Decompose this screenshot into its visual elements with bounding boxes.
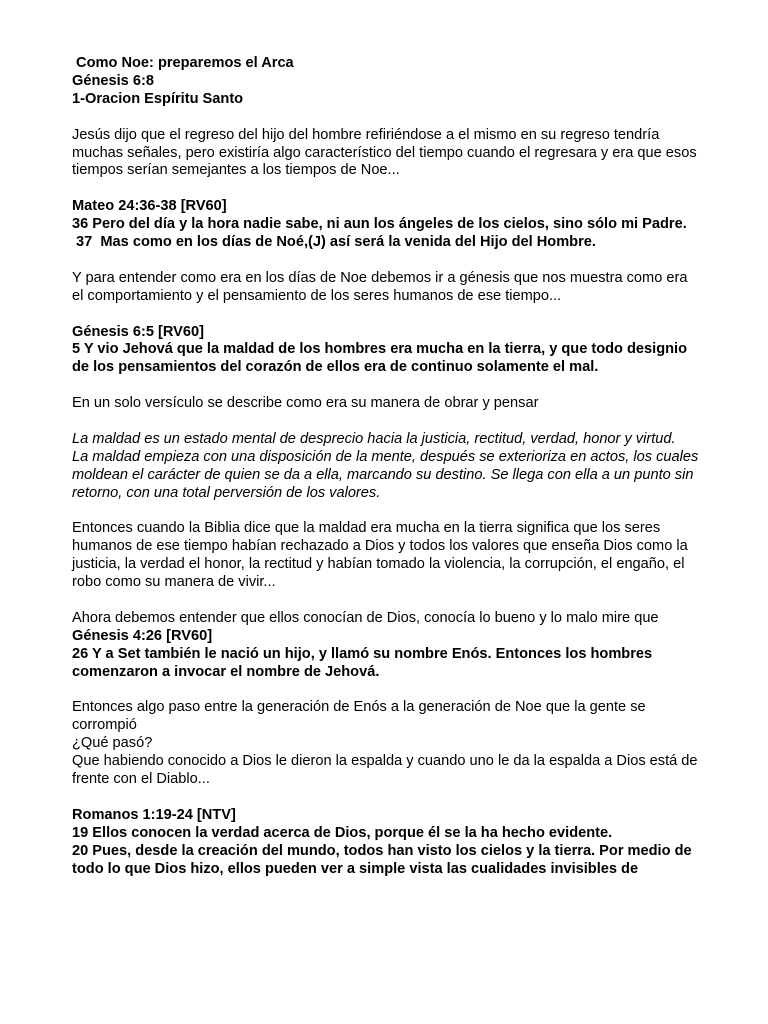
verse: 36 Pero del día y la hora nadie sabe, ni aun los ángeles de los cielos, sino sólo mi Padre. (72, 216, 687, 233)
spacer (72, 503, 700, 521)
spacer (72, 682, 700, 700)
spacer (72, 413, 700, 431)
document-title: Como Noe: preparemos el Arca (72, 55, 294, 71)
verse: 37 Mas como en los días de Noé,(J) así será la venida del Hijo del Hombre. (72, 234, 596, 251)
spacer (72, 252, 700, 270)
paragraph: Jesús dijo que el regreso del hijo del hombre refiriéndose a el mismo en su regreso tendría muchas señales, pero existiría algo característico del tiempo cuando el regresara y era que esos tiempos serían semejantes a los tiempos de Noe... (72, 126, 697, 179)
paragraph: En un solo versículo se describe como era su manera de obrar y pensar (72, 395, 539, 412)
paragraph: Y para entender como era en los días de Noe debemos ir a génesis que nos muestra como era el comportamiento y el pensamiento de los seres humanos de ese tiempo... (72, 269, 688, 304)
verse: 20 Pues, desde la creación del mundo, todos han visto los cielos y la tierra. Por medio de todo lo que Dios hizo, ellos pueden ver a simple vista las cualidades invisibles de (72, 842, 692, 877)
document-page (72, 55, 700, 879)
paragraph: ¿Qué pasó? (72, 735, 153, 752)
verse: 5 Y vio Jehová que la maldad de los hombres era mucha en la tierra, y que todo designio de los pensamientos del corazón de ellos era de continuo solamente el mal. (72, 341, 688, 376)
paragraph: Entonces cuando la Biblia dice que la maldad era mucha en la tierra significa que los seres humanos de ese tiempo habían rechazado a Dios y todos los valores que enseña Dios como la justicia, la verdad el honor, la rectitud y habían tomado la violencia, la corrupción, el engaño, el robo como su manera de vivir... (72, 520, 688, 591)
scripture-reference: Mateo 24:36-38 [RV60] (72, 198, 227, 215)
section-heading: 1-Oracion Espíritu Santo (72, 90, 244, 107)
spacer (72, 109, 700, 127)
paragraph: Que habiendo conocido a Dios le dieron la espalda y cuando uno le da la espalda a Dios está de frente con el Diablo... (72, 753, 698, 788)
scripture-reference: Génesis 6:5 [RV60] (72, 323, 204, 340)
verse: 26 Y a Set también le nació un hijo, y llamó su nombre Enós. Entonces los hombres comenzaron a invocar el nombre de Jehová. (72, 645, 653, 680)
verse: 19 Ellos conocen la verdad acerca de Dios, porque él se la ha hecho evidente. (72, 824, 613, 841)
scripture-reference: Génesis 6:8 (72, 72, 154, 89)
spacer (72, 377, 700, 395)
paragraph: Entonces algo paso entre la generación de Enós a la generación de Noe que la gente se corrompió (72, 699, 646, 734)
spacer (72, 592, 700, 610)
scripture-reference: Romanos 1:19-24 [NTV] (72, 806, 236, 823)
spacer (72, 789, 700, 807)
scripture-reference: Génesis 4:26 [RV60] (72, 627, 213, 644)
italic-paragraph: La maldad es un estado mental de desprecio hacia la justicia, rectitud, verdad, honor y virtud. (72, 430, 676, 447)
italic-paragraph: La maldad empieza con una disposición de la mente, después se exterioriza en actos, los cuales moldean el carácter de quien se da a ella, marcando su destino. Se llega con ella a un punto sin retorno, con una total perversión de los valores. (72, 448, 699, 501)
spacer (72, 180, 700, 198)
paragraph: Ahora debemos entender que ellos conocían de Dios, conocía lo bueno y lo malo mire que (72, 609, 659, 626)
spacer (72, 306, 700, 324)
